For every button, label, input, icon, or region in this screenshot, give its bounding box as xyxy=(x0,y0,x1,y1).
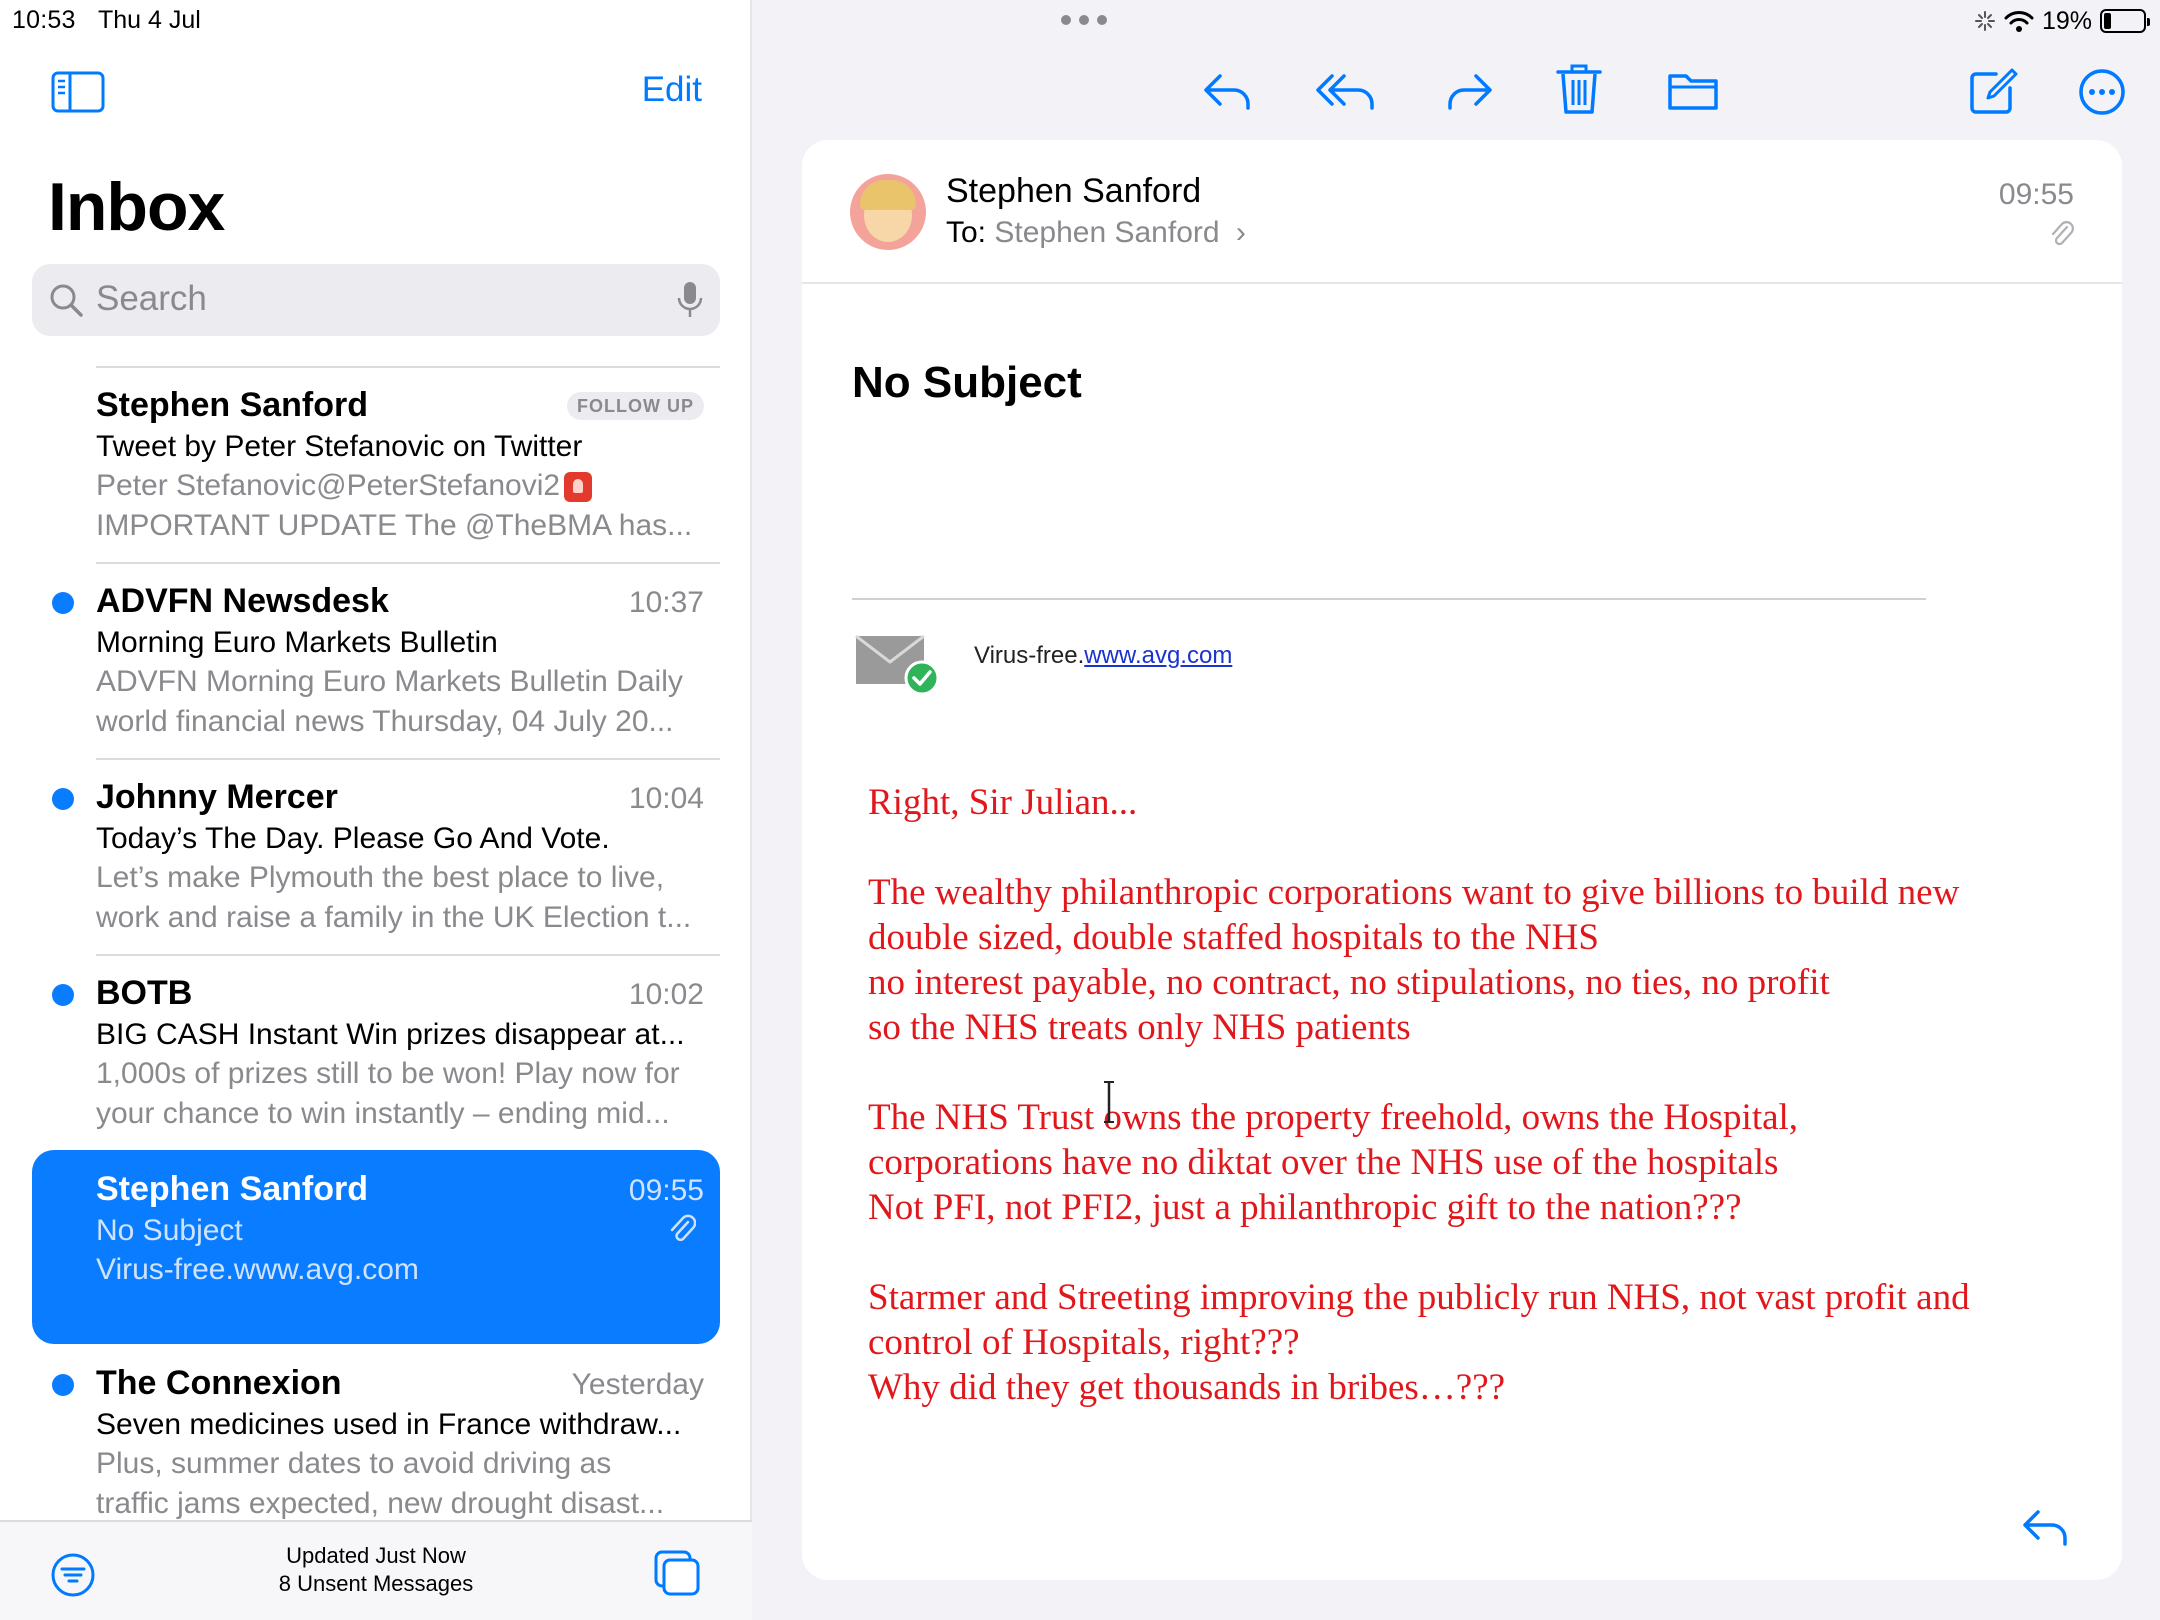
search-icon xyxy=(48,282,84,318)
search-field[interactable] xyxy=(32,264,720,336)
status-time: 10:53 xyxy=(12,6,76,34)
mailbox-pane xyxy=(0,0,752,1620)
divider xyxy=(96,366,720,368)
more-icon[interactable] xyxy=(2078,68,2126,116)
chevron-right-icon: › xyxy=(1235,216,1246,249)
message-preview: Plus, summer dates to avoid driving as traffic jams expected, new drought disast... xyxy=(96,1447,665,1520)
reply-icon[interactable] xyxy=(2020,1504,2072,1550)
body-paragraph: The wealthy philanthropic corporations want to give billions to build new double sized, double staffed hospitals to the NHS no interest payable, no contract, no stipulations, no ties, no profit so the NHS treats only NHS patients xyxy=(868,872,1960,1048)
compose-icon[interactable] xyxy=(1966,66,2020,116)
message-time: 09:55 xyxy=(628,1174,704,1207)
message-sender: The Connexion xyxy=(96,1364,342,1402)
avatar[interactable] xyxy=(850,174,926,250)
folder-icon[interactable] xyxy=(1666,66,1720,116)
message-preview: Virus-free.www.avg.com xyxy=(96,1253,419,1286)
message-sender: ADVFN Newsdesk xyxy=(96,582,389,620)
message-row[interactable] xyxy=(0,562,752,758)
page-title: Inbox xyxy=(48,169,225,245)
sender-name[interactable]: Stephen Sanford xyxy=(946,172,1202,210)
virus-free-text: Virus-free.www.avg.com xyxy=(974,642,1233,669)
reply-icon[interactable] xyxy=(1200,66,1254,116)
search-placeholder: Search xyxy=(96,279,207,318)
message-subject: Today’s The Day. Please Go And Vote. xyxy=(96,822,610,855)
battery-percent: 19% xyxy=(2041,6,2092,35)
follow-up-badge: FOLLOW UP xyxy=(567,392,704,420)
divider xyxy=(852,598,1926,600)
unread-dot-icon xyxy=(52,1374,74,1396)
message-preview: Peter Stefanovic@PeterStefanovi2 IMPORTANT UPDATE The @TheBMA has... xyxy=(96,469,693,542)
edit-button[interactable]: Edit xyxy=(641,70,702,109)
recipient-line[interactable]: To: Stephen Sanford › xyxy=(946,216,1246,249)
unread-dot-icon xyxy=(52,984,74,1006)
stack-icon[interactable] xyxy=(652,1548,702,1598)
text-cursor-icon xyxy=(1102,1080,1116,1124)
message-preview: 1,000s of prizes still to be won! Play now for your chance to win instantly – ending mid... xyxy=(96,1057,680,1130)
unread-dot-icon xyxy=(52,788,74,810)
message-time: Yesterday xyxy=(571,1368,704,1401)
trash-icon[interactable] xyxy=(1554,62,1604,116)
message-subject: Tweet by Peter Stefanovic on Twitter xyxy=(96,430,583,463)
message-subject: Seven medicines used in France withdraw... xyxy=(96,1408,682,1441)
update-status: Updated Just Now 8 Unsent Messages xyxy=(278,1543,474,1596)
divider xyxy=(96,562,720,564)
status-date: Thu 4 Jul xyxy=(98,6,201,34)
message-row-selected[interactable] xyxy=(32,1150,720,1344)
message-sender: Johnny Mercer xyxy=(96,778,338,816)
paperclip-icon xyxy=(2050,220,2074,248)
divider xyxy=(96,954,720,956)
message-subject: BIG CASH Instant Win prizes disappear at... xyxy=(96,1018,685,1051)
status-indicators xyxy=(1974,6,2146,36)
message-row[interactable] xyxy=(0,366,752,562)
virus-free-mail-icon xyxy=(854,632,942,696)
unread-dot-icon xyxy=(52,592,74,614)
reply-all-icon[interactable] xyxy=(1316,66,1378,116)
multitasking-dots-icon[interactable] xyxy=(1060,14,1108,26)
message-row[interactable] xyxy=(0,954,752,1150)
message-time: 10:04 xyxy=(628,782,704,815)
bottom-toolbar xyxy=(0,1520,752,1620)
message-sender: Stephen Sanford xyxy=(96,1170,369,1208)
divider xyxy=(802,282,2122,284)
message-sender: Stephen Sanford xyxy=(96,386,369,424)
message-row[interactable] xyxy=(0,1344,752,1520)
body-paragraph: The NHS Trust owns the property freehold, owns the Hospital, corporations have no diktat over the NHS use of the hospitals Not PFI, not PFI2, just a philanthropic gift to the nation??? xyxy=(868,1097,1799,1228)
message-time: 09:55 xyxy=(1998,178,2074,211)
body-paragraph: Starmer and Streeting improving the publicly run NHS, not vast profit and control of Hospitals, right??? Why did they get thousands in bribes…??? xyxy=(868,1277,1970,1408)
activity-icon xyxy=(1974,10,1996,32)
forward-icon[interactable] xyxy=(1442,66,1496,116)
mic-icon[interactable] xyxy=(676,280,704,320)
wifi-icon xyxy=(2004,9,2034,33)
sidebar-icon[interactable] xyxy=(50,70,106,114)
divider xyxy=(96,758,720,760)
message-preview: Let’s make Plymouth the best place to live, work and raise a family in the UK Election t... xyxy=(96,861,692,934)
siren-emoji-icon xyxy=(564,472,592,502)
message-subject: No Subject xyxy=(96,1214,243,1247)
message-subject: Morning Euro Markets Bulletin xyxy=(96,626,498,659)
message-time: 10:02 xyxy=(628,978,704,1011)
message-preview: ADVFN Morning Euro Markets Bulletin Daily world financial news Thursday, 04 July 20... xyxy=(96,665,683,738)
message-body xyxy=(868,780,2108,1455)
message-view xyxy=(802,140,2122,1580)
body-paragraph: Right, Sir Julian... xyxy=(868,782,1138,823)
avg-link[interactable]: www.avg.com xyxy=(1084,642,1233,669)
battery-icon xyxy=(2100,9,2146,33)
message-row[interactable] xyxy=(0,758,752,954)
message-time: 10:37 xyxy=(628,586,704,619)
message-sender: BOTB xyxy=(96,974,193,1012)
message-subject-title: No Subject xyxy=(852,358,1082,407)
